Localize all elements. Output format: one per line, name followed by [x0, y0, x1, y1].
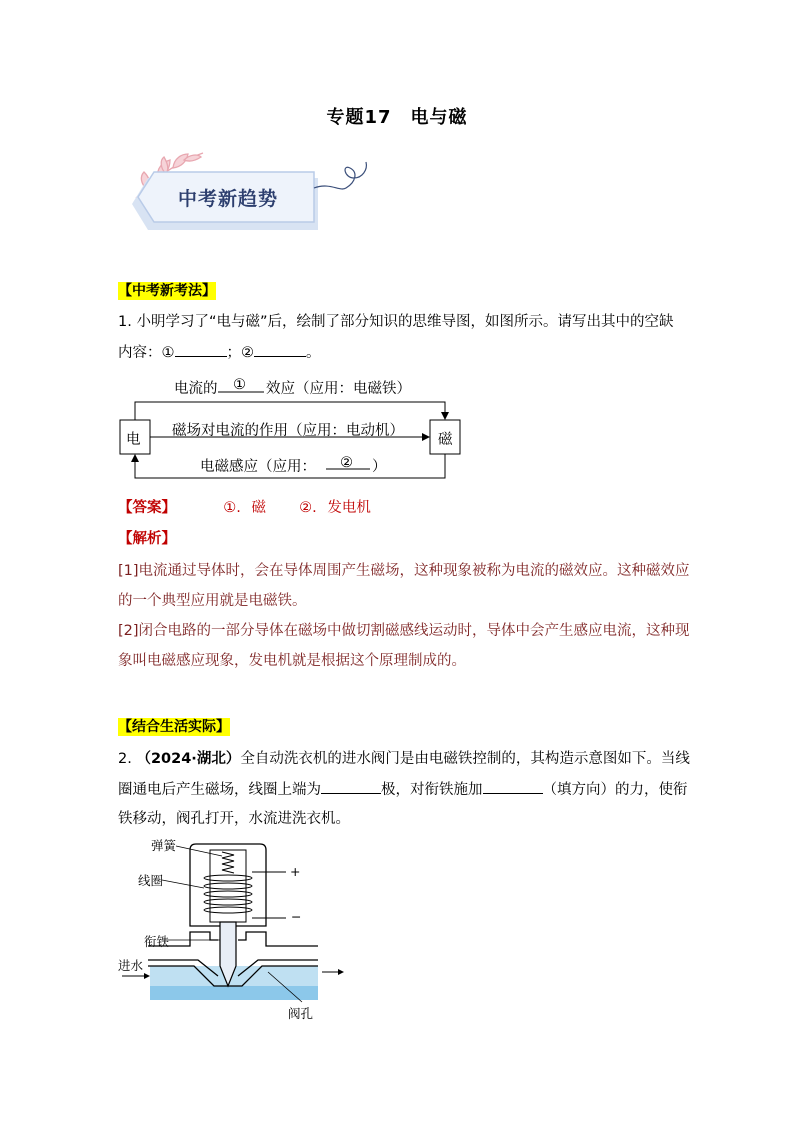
- blank-pole[interactable]: [321, 779, 381, 794]
- mindmap-middle: 磁场对电流的作用（应用：电动机）: [172, 423, 404, 439]
- label-plus: +: [290, 864, 301, 879]
- blank-1[interactable]: [175, 342, 227, 357]
- answer-row: [118, 498, 371, 518]
- answer-2: 发电机: [327, 500, 371, 516]
- page-title: 专题17 电与磁: [326, 107, 468, 128]
- answer-2-num: ②.: [299, 500, 317, 516]
- mindmap-bottom-a: 电磁感应（应用：: [200, 459, 316, 475]
- mindmap-top-b: 效应（应用：电磁铁）: [266, 381, 411, 397]
- question-1-line2: 内容：① ；② 。: [118, 342, 321, 363]
- analysis-block: [1]电流通过导体时，会在导体周围产生磁场，这种现象被称为电流的磁效应。这种磁效应 的一个典型应用就是电磁铁。 [2]闭合电路的一部分导体在磁场中做切割磁感线运动时，导体中会产生感应电流，这种现 象叫电磁感应现象，发电机就是根据这个原理制成的。: [118, 563, 690, 669]
- question-1-line1: 1. 小明学习了“电与磁”后，绘制了部分知识的思维导图，如图所示。请写出其中的空缺: [118, 314, 674, 330]
- answer-1: 磁: [251, 500, 266, 516]
- mindmap-top-circle: ①: [233, 377, 246, 393]
- answer-label: 【答案】: [118, 500, 176, 516]
- label-minus: −: [291, 909, 302, 924]
- label-coil: 线圈: [138, 873, 164, 888]
- mindmap-bottom-circle: ②: [340, 455, 353, 471]
- label-valve-hole: 阀孔: [288, 1006, 314, 1021]
- question-2-line1: 2. （2024·湖北）全自动洗衣机的进水阀门是由电磁铁控制的，其构造示意图如下。当线: [118, 751, 690, 767]
- label-armature: 衔铁: [144, 934, 170, 949]
- label-inlet: 进水: [118, 958, 144, 973]
- section-tag-new-methods: 【中考新考法】: [118, 283, 216, 299]
- blank-2[interactable]: [254, 342, 306, 357]
- blank-direction[interactable]: [483, 779, 543, 794]
- answer-1-num: ①.: [223, 500, 241, 516]
- mindmap-right-box: 磁: [438, 432, 453, 448]
- section-badge-text: 中考新趋势: [178, 188, 279, 210]
- section-tag-real-life: 【结合生活实际】: [118, 719, 230, 735]
- question-2-line2: 圈通电后产生磁场，线圈上端为 极，对衔铁施加 （填方向）的力，使衔: [118, 779, 688, 800]
- label-spring: 弹簧: [151, 838, 177, 853]
- mindmap-left-box: 电: [126, 432, 141, 448]
- analysis-label: 【解析】: [118, 531, 176, 547]
- mindmap-bottom-b: ）: [372, 459, 387, 475]
- mindmap-top-a: 电流的: [174, 381, 218, 397]
- valve-diagram: [118, 836, 358, 1026]
- question-2-line3: 铁移动，阀孔打开，水流进洗衣机。: [118, 811, 350, 827]
